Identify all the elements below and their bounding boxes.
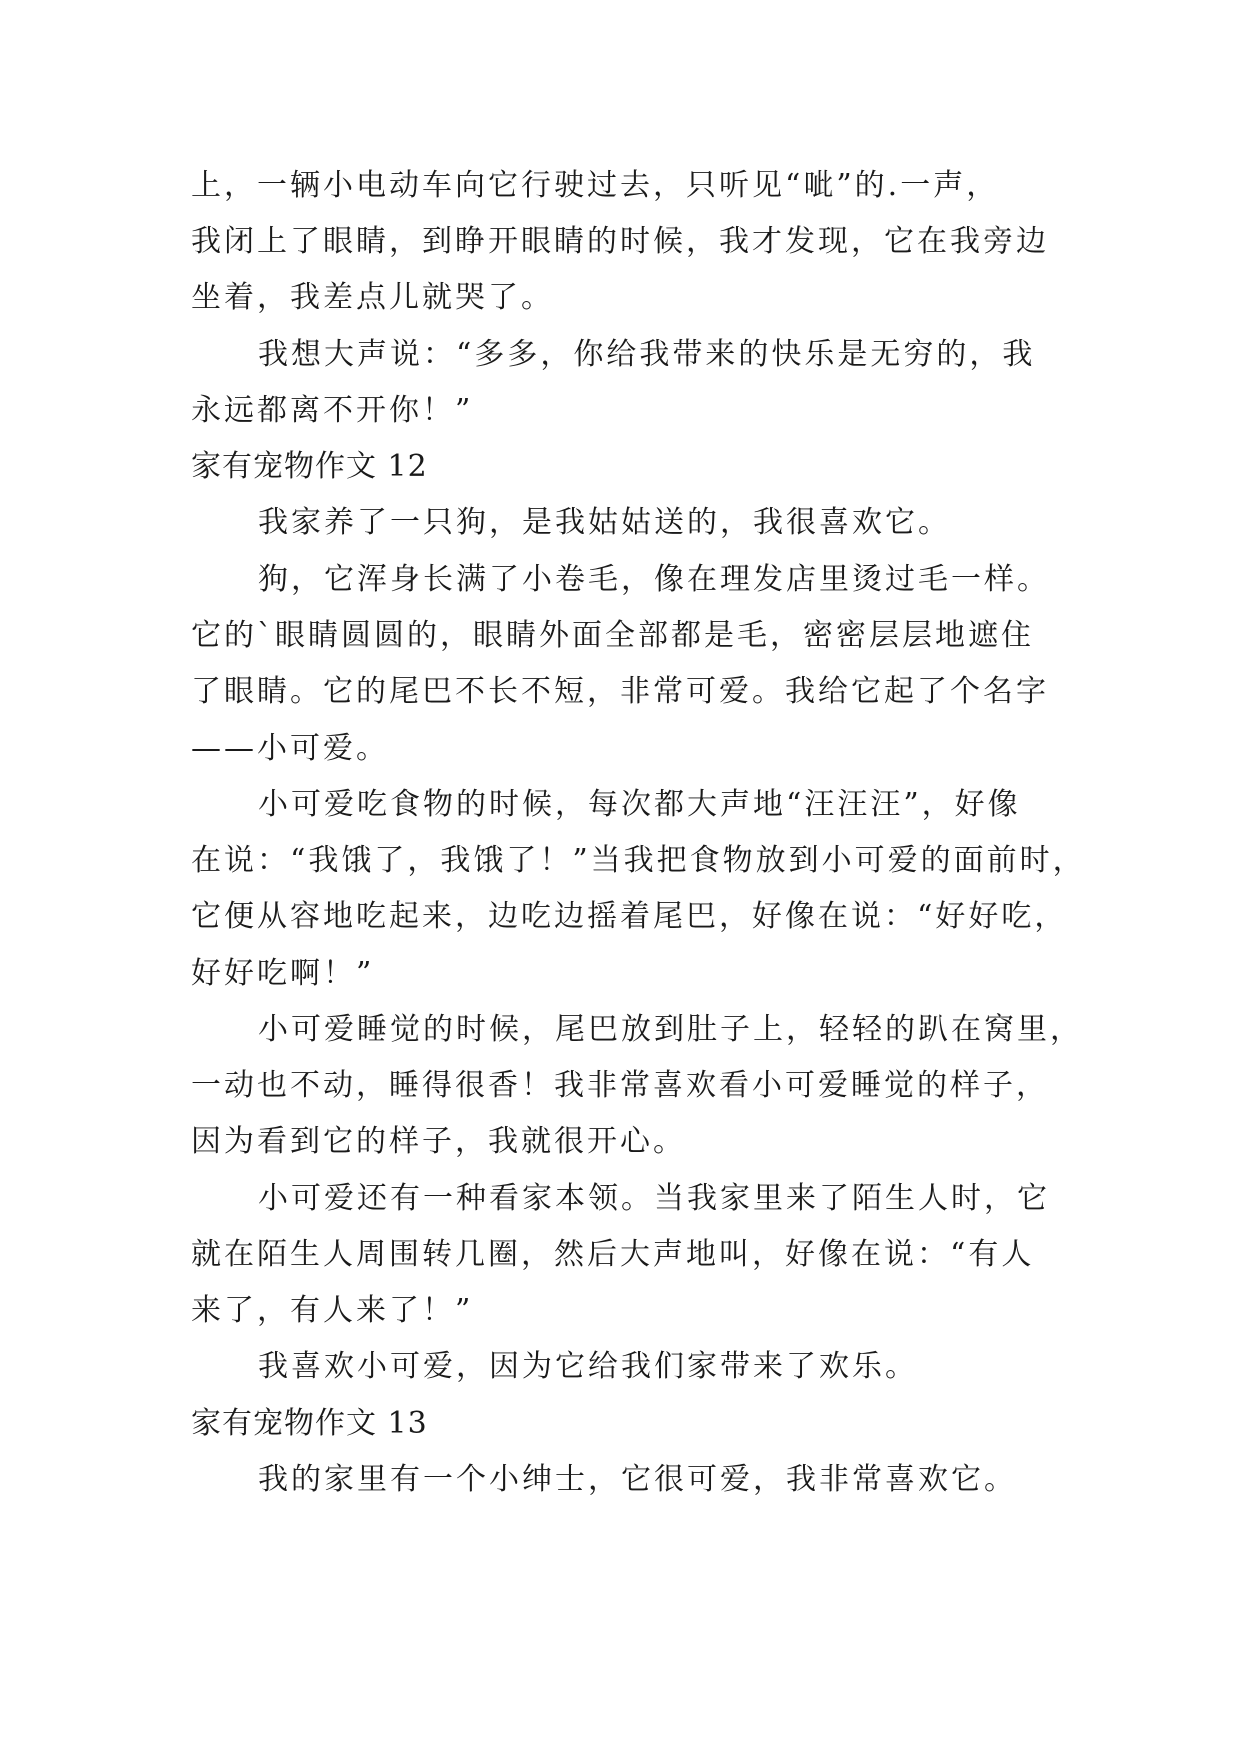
text-line: 因为看到它的样子，我就很开心。 — [191, 1124, 686, 1159]
text-line: 我闭上了眼睛，到睁开眼睛的时候，我才发现，它在我旁边 — [191, 224, 1049, 259]
text-line: 来了，有人来了！” — [191, 1293, 474, 1328]
text-line: 就在陌生人周围转几圈，然后大声地叫，好像在说：“有人 — [191, 1237, 1035, 1272]
text-line: 永远都离不开你！” — [191, 393, 474, 428]
text-line: 好好吃啊！” — [191, 956, 375, 991]
text-line: 上，一辆小电动车向它行驶过去，只听见“呲”的.一声， — [191, 168, 1000, 203]
paragraph-start-line: 我的家里有一个小绅士，它很可爱，我非常喜欢它。 — [258, 1462, 1017, 1497]
section-heading: 家有宠物作文 12 — [191, 449, 428, 484]
paragraph-start-line: 狗，它浑身长满了小卷毛，像在理发店里烫过毛一样。 — [258, 562, 1050, 597]
text-line: ——小可爱。 — [191, 731, 389, 766]
paragraph-start-line: 小可爱吃食物的时候，每次都大声地“汪汪汪”，好像 — [258, 787, 1021, 822]
text-line: 了眼睛。它的尾巴不长不短，非常可爱。我给它起了个名字 — [191, 674, 1049, 709]
text-line: 一动也不动，睡得很香！我非常喜欢看小可爱睡觉的样子， — [191, 1068, 1049, 1103]
paragraph-start-line: 小可爱还有一种看家本领。当我家里来了陌生人时，它 — [258, 1181, 1050, 1216]
text-line: 在说：“我饿了，我饿了！”当我把食物放到小可爱的面前时， — [191, 843, 1086, 878]
paragraph-start-line: 我家养了一只狗，是我姑姑送的，我很喜欢它。 — [258, 505, 951, 540]
paragraph-start-line: 小可爱睡觉的时候，尾巴放到肚子上，轻轻的趴在窝里， — [258, 1012, 1083, 1047]
section-heading: 家有宠物作文 13 — [191, 1406, 428, 1441]
text-line: 坐着，我差点儿就哭了。 — [191, 280, 554, 315]
paragraph-start-line: 我想大声说：“多多，你给我带来的快乐是无穷的，我 — [258, 337, 1036, 372]
paragraph-start-line: 我喜欢小可爱，因为它给我们家带来了欢乐。 — [258, 1349, 918, 1384]
text-line: 它便从容地吃起来，边吃边摇着尾巴，好像在说：“好好吃， — [191, 899, 1068, 934]
text-line: 它的`眼睛圆圆的，眼睛外面全部都是毛，密密层层地遮住 — [191, 618, 1034, 653]
